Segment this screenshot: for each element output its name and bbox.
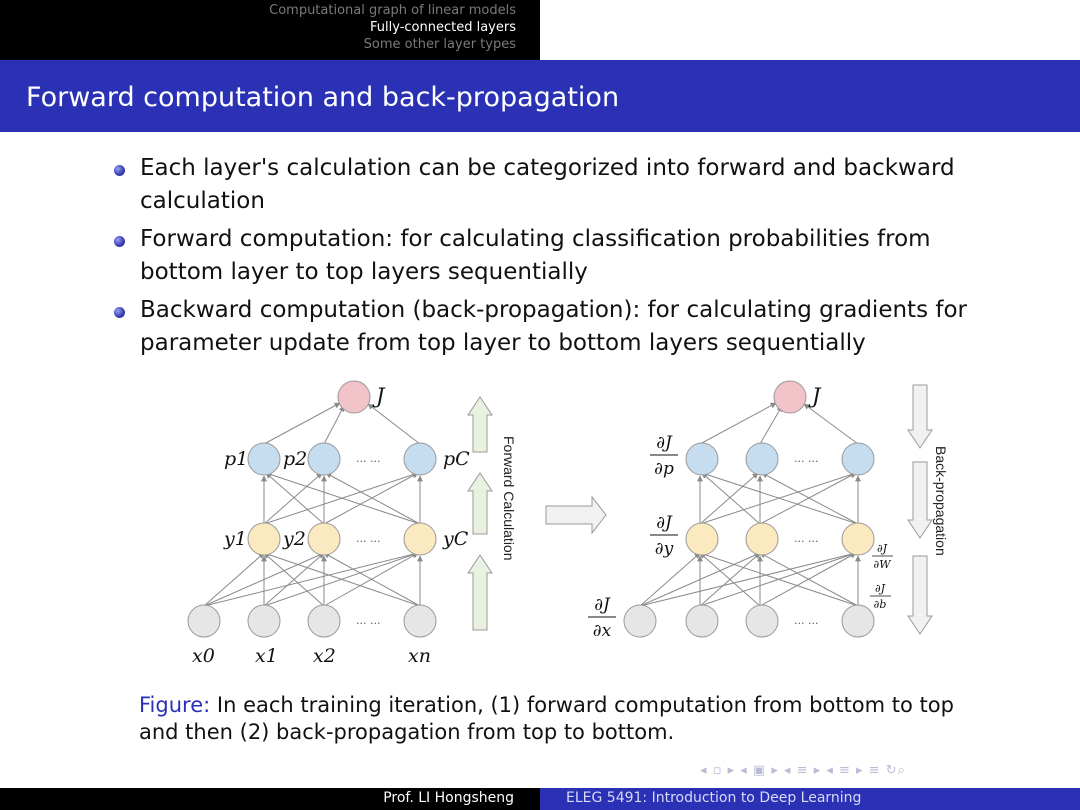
- hidden-node: [404, 523, 436, 555]
- svg-text:∂J: ∂J: [656, 433, 672, 453]
- ellipsis-label: ... ...: [794, 532, 819, 545]
- input-label: x2: [313, 645, 336, 667]
- ellipsis-label: ... ...: [794, 614, 819, 627]
- bullet-item: [112, 294, 1012, 360]
- output-node: [404, 443, 436, 475]
- ellipsis-label: ... ...: [356, 452, 381, 465]
- input-node: [188, 605, 220, 637]
- input-node: [248, 605, 280, 637]
- hidden-node: [842, 523, 874, 555]
- bullet-item: [112, 152, 1012, 218]
- hidden-output-edges: [700, 473, 858, 524]
- input-node: [746, 605, 778, 637]
- hidden-label: y1: [224, 528, 247, 550]
- output-label: p2: [283, 448, 308, 470]
- bullet-item: [112, 223, 1012, 289]
- bullet-text-line: Backward computation (back-propagation): for calculating gradients for: [140, 297, 967, 323]
- svg-text:∂x: ∂x: [592, 621, 612, 641]
- output-node: [308, 443, 340, 475]
- nav-section-other-layers[interactable]: Some other layer types: [363, 37, 516, 52]
- right-arrow-icon: [546, 497, 606, 533]
- bullet-icon: [114, 307, 125, 318]
- svg-text:∂J: ∂J: [594, 595, 610, 615]
- forward-calculation-label: Forward Calculation: [501, 436, 517, 561]
- bullet-text-line: bottom layer to top layers sequentially: [140, 259, 588, 285]
- bullet-text-line: Forward computation: for calculating classification probabilities from: [140, 226, 931, 252]
- forward-arrows-icon: [468, 397, 492, 630]
- hidden-node: [686, 523, 718, 555]
- input-node: [624, 605, 656, 637]
- input-hidden-edges: [640, 553, 858, 606]
- backward-arrows-icon: [908, 385, 932, 634]
- input-node: [308, 605, 340, 637]
- hidden-output-edges: [264, 473, 420, 524]
- loss-node: [774, 381, 806, 413]
- output-loss-edges: [264, 403, 420, 444]
- hidden-label: y2: [283, 528, 306, 550]
- figure-caption: [139, 692, 1009, 746]
- network-figure: [160, 370, 960, 670]
- hidden-label: yC: [443, 528, 469, 550]
- input-hidden-edges: [204, 553, 420, 606]
- nav-section-computational-graph[interactable]: Computational graph of linear models: [269, 3, 516, 18]
- ellipsis-label: ... ...: [356, 614, 381, 627]
- slide-title: Forward computation and back-propagation: [26, 82, 620, 113]
- input-node: [686, 605, 718, 637]
- output-label: p1: [224, 448, 249, 470]
- bullet-icon: [114, 165, 125, 176]
- bullet-icon: [114, 236, 125, 247]
- bullet-list: [112, 152, 1012, 365]
- output-node: [842, 443, 874, 475]
- hidden-node: [248, 523, 280, 555]
- bullet-text-line: Each layer's calculation can be categorized into forward and backward: [140, 155, 955, 181]
- svg-text:∂W: ∂W: [873, 558, 891, 571]
- forward-network: [188, 381, 517, 667]
- slide-navigation-icons[interactable]: ◂ ▫ ▸ ◂ ▣ ▸ ◂ ≡ ▸ ◂ ≡ ▸ ≡ ↻⌕: [700, 763, 906, 778]
- bullet-text-line: parameter update from top layer to bottom layers sequentially: [140, 330, 866, 356]
- output-node: [686, 443, 718, 475]
- input-node: [404, 605, 436, 637]
- backward-network: [588, 381, 949, 641]
- caption-text-line: In each training iteration, (1) forward computation from bottom to top: [216, 693, 954, 717]
- loss-node: [338, 381, 370, 413]
- ellipsis-label: ... ...: [356, 532, 381, 545]
- back-propagation-label: Back-propagation: [933, 446, 949, 556]
- hidden-node: [308, 523, 340, 555]
- footer: [0, 788, 1080, 810]
- input-node: [842, 605, 874, 637]
- output-node: [746, 443, 778, 475]
- ellipsis-label: ... ...: [794, 452, 819, 465]
- input-label: x0: [192, 645, 215, 667]
- section-navigation: [0, 0, 1080, 60]
- svg-text:∂J: ∂J: [874, 582, 886, 595]
- svg-text:∂y: ∂y: [654, 539, 674, 559]
- caption-label: Figure:: [139, 693, 211, 717]
- bullet-text-line: calculation: [140, 188, 265, 214]
- nav-section-fully-connected[interactable]: Fully-connected layers: [370, 20, 516, 35]
- loss-label: J: [812, 384, 821, 408]
- footer-course: ELEG 5491: Introduction to Deep Learning: [566, 790, 862, 806]
- output-node: [248, 443, 280, 475]
- footer-author: Prof. LI Hongsheng: [383, 790, 514, 806]
- hidden-node: [746, 523, 778, 555]
- input-label: xn: [408, 645, 431, 667]
- input-label: x1: [255, 645, 278, 667]
- svg-text:∂J: ∂J: [656, 513, 672, 533]
- output-label: pC: [443, 448, 470, 470]
- caption-text-line: and then (2) back-propagation from top to bottom.: [139, 720, 675, 744]
- loss-label: J: [376, 384, 385, 408]
- svg-text:∂J: ∂J: [876, 542, 888, 555]
- svg-text:∂b: ∂b: [873, 598, 887, 611]
- svg-text:∂p: ∂p: [654, 459, 674, 479]
